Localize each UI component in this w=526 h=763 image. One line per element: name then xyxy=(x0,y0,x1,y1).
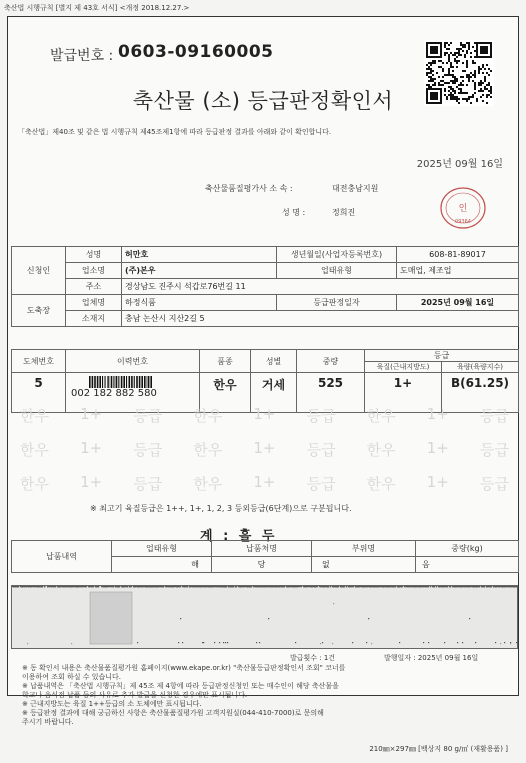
address-value: 경상남도 진주시 석갑로76번길 11 xyxy=(122,279,519,295)
delivery-value: 해 xyxy=(112,557,212,573)
watermark-row xyxy=(12,473,517,494)
watermark-word: 한우 xyxy=(20,441,49,459)
document-title: 축산물 (소) 등급판정확인서 xyxy=(132,89,394,113)
issue-date: 발행일자 : 2025년 09월 16일 xyxy=(384,654,479,662)
watermark-word: 등급 xyxy=(306,475,336,493)
footer-note: 학교나 음식점 납품 등의 사유로 추가 발급을 신청한 경우에만 표시됩니다. xyxy=(22,691,248,699)
delivery-col-destination: 납품처명 xyxy=(212,541,312,557)
security-pattern-strip xyxy=(11,585,518,649)
delivery-col-biztype: 업태유형 xyxy=(112,541,212,557)
watermark-word: 한우 xyxy=(193,441,223,459)
paper-size-note: 210㎜×297㎜ [백상지 80 g/㎡ (재활용품) ] xyxy=(369,745,508,753)
grade-table xyxy=(11,349,519,413)
footer-note: ※ 근내지방도는 육질 1++등급의 소 도체에만 표시됩니다. xyxy=(22,700,202,708)
grading-date-value: 2025년 09월 16일 xyxy=(397,295,519,311)
delivery-col-weight: 중량(kg) xyxy=(416,541,519,557)
watermark-word: 1+ xyxy=(80,405,103,423)
watermark-word: 등급 xyxy=(306,407,336,425)
official-seal-icon xyxy=(439,186,487,230)
footer-note: ※ 납품내역은 「축산법 시행규칙」제 45조 제 4항에 따라 등급판정신청인 또는 매수인이 해당 축산물을 xyxy=(22,682,339,690)
issue-number: 0603-09160005 xyxy=(118,42,274,62)
certificate-date: 2025년 09월 16일 xyxy=(416,159,503,170)
watermark-word: 등급 xyxy=(133,407,163,425)
company-value: (주)본우 xyxy=(122,263,277,279)
header-sex: 성별 xyxy=(251,350,297,373)
footer-note: ※ 등급판정 결과에 대해 궁금하신 사항은 축산물품질평가원 고객지원실(044-410-7000)로 문의해 xyxy=(22,709,324,717)
applicant-section-label: 신청인 xyxy=(12,247,66,295)
legal-text: 「축산법」제40조 및 같은 법 시행규칙 제45조제1항에 따라 등급판정 결과를 아래와 같이 확인합니다. xyxy=(18,128,332,136)
grader-org-value: 대전충남지원 xyxy=(332,184,379,193)
header-yield-grade: 육량(육량지수) xyxy=(442,362,519,373)
watermark-word: 등급 xyxy=(479,475,509,493)
delivery-value: 당 xyxy=(212,557,312,573)
grader-name-label: 성 명 : xyxy=(282,208,306,217)
watermark-word: 1+ xyxy=(80,439,103,457)
footer-note: 주시기 바랍니다. xyxy=(22,718,74,726)
sex-value: 거세 xyxy=(251,373,297,413)
header-breed: 품종 xyxy=(200,350,251,373)
watermark-word: 1+ xyxy=(80,473,103,491)
watermark-row xyxy=(12,439,517,460)
biztype-value: 도매업, 제조업 xyxy=(397,263,519,279)
watermark-word: 한우 xyxy=(20,407,49,425)
grader-name-value: 정희진 xyxy=(332,208,356,217)
watermark-word: 1+ xyxy=(253,439,276,457)
watermark-word: 등급 xyxy=(479,407,509,425)
issue-count: 발급횟수 : 1건 xyxy=(290,654,336,662)
grader-org-label: 축산물품질평가사 소 속 : xyxy=(205,184,293,193)
watermark-word: 1+ xyxy=(253,473,276,491)
delivery-table xyxy=(11,540,519,573)
seal-text: 인 xyxy=(458,204,468,214)
footer-note: ※ 동 확인서 내용은 축산물품질평가원 홈페이지(www.ekape.or.kr) "축산물등급판정확인서 조회" 코너를 xyxy=(22,664,346,672)
watermark-word: 등급 xyxy=(479,441,509,459)
biztype-label: 업태유형 xyxy=(277,263,397,279)
watermark-word: 한우 xyxy=(193,475,223,493)
header-weight: 중량 xyxy=(297,350,365,373)
header-meat-grade: 육질(근내지방도) xyxy=(365,362,442,373)
location-value: 충남 논산시 지산2길 5 xyxy=(122,311,519,327)
watermark-area xyxy=(12,405,517,500)
qr-code-icon xyxy=(424,40,494,106)
watermark-word: 1+ xyxy=(426,405,449,423)
security-pattern xyxy=(12,586,518,649)
slaughterhouse-name-value: 하정식품 xyxy=(122,295,277,311)
barcode-icon xyxy=(89,376,153,388)
delivery-col-part: 부위명 xyxy=(312,541,416,557)
birth-label: 생년월일(사업자등록번호) xyxy=(277,247,397,263)
watermark-word: 한우 xyxy=(193,407,223,425)
weight-value: 525 xyxy=(297,373,365,413)
form-note: 축산법 시행규칙 [별지 제 43호 서식] <개정 2018.12.27.> xyxy=(4,4,190,12)
watermark-word: 한우 xyxy=(20,475,49,493)
delivery-value: 음 xyxy=(416,557,519,573)
breed-value: 한우 xyxy=(200,373,251,413)
watermark-word: 1+ xyxy=(253,405,276,423)
watermark-word: 등급 xyxy=(133,475,163,493)
issue-number-label: 발급번호 : xyxy=(50,48,114,64)
watermark-word: 1+ xyxy=(426,473,449,491)
grade-note: ※ 최고기 육질등급은 1++, 1+, 1, 2, 3 등외등급(6단계)으로 구분됩니다. xyxy=(90,504,352,513)
company-label: 업소명 xyxy=(66,263,122,279)
delivery-section-label: 납품내역 xyxy=(12,541,112,573)
applicant-name-label: 성명 xyxy=(66,247,122,263)
watermark-word: 등급 xyxy=(133,441,163,459)
watermark-word: 등급 xyxy=(306,441,336,459)
seal-number: 09364 xyxy=(455,219,471,225)
header-grade: 등급 xyxy=(365,350,519,362)
footer-note: 이용하여 조회 하실 수 있습니다. xyxy=(22,673,122,681)
delivery-value: 없 xyxy=(312,557,416,573)
applicant-name-value: 허만호 xyxy=(122,247,277,263)
header-carcass-no: 도체번호 xyxy=(12,350,66,373)
trace-number: 002 182 882 580 xyxy=(71,388,157,399)
carcass-no: 5 xyxy=(12,373,66,413)
yield-grade-value: B(61.25) xyxy=(442,373,519,413)
applicant-table xyxy=(11,246,519,327)
total-count: 계 : 흘 두 xyxy=(200,529,278,544)
watermark-word: 1+ xyxy=(426,439,449,457)
address-label: 주소 xyxy=(66,279,122,295)
slaughterhouse-section-label: 도축장 xyxy=(12,295,66,327)
slaughterhouse-name-label: 업체명 xyxy=(66,295,122,311)
watermark-word: 한우 xyxy=(366,407,396,425)
watermark-word: 한우 xyxy=(366,441,396,459)
watermark-word: 한우 xyxy=(366,475,396,493)
meat-grade-value: 1+ xyxy=(365,373,442,413)
birth-value: 608-81-89017 xyxy=(397,247,519,263)
header-trace-no: 이력번호 xyxy=(66,350,200,373)
grading-date-label: 등급판정일자 xyxy=(277,295,397,311)
watermark-row xyxy=(12,405,517,426)
location-label: 소재지 xyxy=(66,311,122,327)
